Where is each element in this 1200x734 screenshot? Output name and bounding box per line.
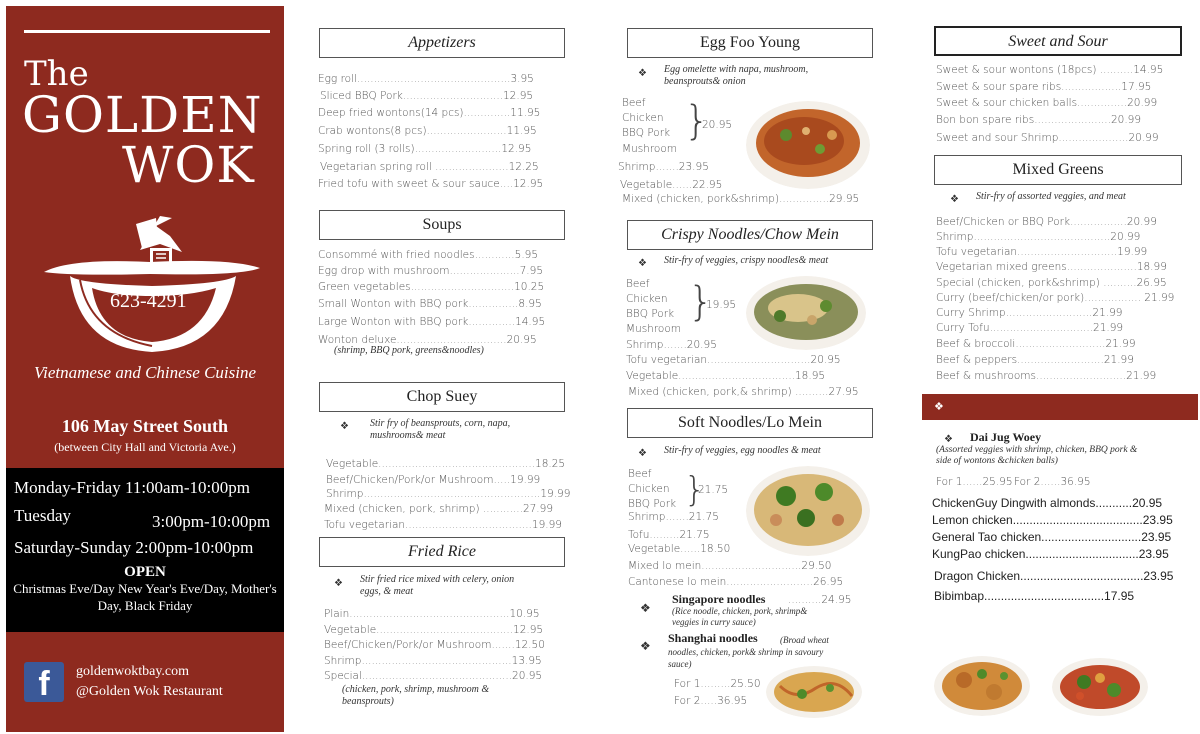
- special-dish-photo: [1052, 658, 1148, 716]
- special-dish-photo: [934, 656, 1030, 716]
- menu-item: Mushroom: [622, 143, 678, 155]
- menu-item: Mixed lo mein..............................29.50: [628, 560, 832, 572]
- menu-item: Tofu.........21.75: [628, 529, 710, 541]
- soft-noodles-header: Soft Noodles/Lo Mein: [627, 408, 873, 438]
- menu-item: Sliced BBQ Pork..............................12.95: [320, 90, 534, 102]
- menu-item: Shrimp.......21.75: [628, 511, 719, 523]
- menu-item: Beef & peppers..........................21.99: [936, 354, 1134, 366]
- menu-item: Vegetable...................................18.95: [626, 370, 826, 382]
- brand-golden: GOLDEN: [22, 86, 263, 144]
- menu-item: Beef/Chicken or BBQ Pork.................20.99: [936, 216, 1157, 228]
- menu-item: Beef: [626, 278, 650, 290]
- menu-item: Vegetable......18.50: [628, 543, 731, 555]
- menu-item: General Tao chicken..............................23.95: [932, 530, 1172, 544]
- hours-box: [6, 468, 284, 632]
- menu-item: BBQ Pork: [628, 498, 677, 510]
- bullet-icon: ❖: [638, 258, 647, 269]
- section-note: Stir-fry of veggies, egg noodles & meat: [664, 445, 821, 456]
- address: 106 May Street South: [61, 416, 229, 436]
- menu-item: Curry (beef/chicken/or pork)................. 21.99: [936, 292, 1175, 304]
- menu-item: Tofu vegetarian..............................19.99: [936, 246, 1148, 258]
- hours-tuesday-label: Tuesday: [14, 506, 71, 525]
- dai-jug-woey-title: Dai Jug Woey: [970, 430, 1042, 444]
- menu-item: Vegetable...............................................18.25: [326, 458, 566, 470]
- menu-item: Fried tofu with sweet & sour sauce....12.95: [318, 178, 544, 190]
- brand-wok: WOK: [122, 136, 255, 194]
- menu-item: KungPao chicken..................................23.95: [932, 547, 1169, 561]
- brace-icon: }: [684, 98, 710, 144]
- bullet-icon: ❖: [944, 434, 953, 445]
- menu-item: Chicken: [626, 293, 668, 305]
- item-note: (Assorted veggies with shrimp, chicken, BBQ pork & side of wontons &chicken balls): [936, 445, 1138, 466]
- group-price: 21.75: [698, 484, 729, 496]
- hours-weekday: Monday-Friday 11:00am-10:00pm: [14, 478, 250, 497]
- holidays: Christmas Eve/Day New Year's Eve/Day, Mother's Day, Black Friday: [13, 581, 277, 613]
- sweet-sour-header: Sweet and Sour: [934, 26, 1182, 56]
- section-note: Stir-fry of assorted veggies, and meat: [976, 191, 1126, 202]
- crispy-noodles-header: Crispy Noodles/Chow Mein: [627, 220, 873, 250]
- menu-item: BBQ Pork: [622, 127, 671, 139]
- egg-foo-young-photo: [746, 101, 870, 189]
- singapore-noodles-title: Singapore noodles: [672, 592, 766, 606]
- menu-item: For 1......25.95: [936, 476, 1013, 488]
- bullet-icon: ❖: [640, 639, 651, 653]
- appetizers-header: Appetizers: [319, 28, 565, 58]
- singapore-noodles-price: ..........24.95: [788, 594, 852, 606]
- menu-item: Small Wonton with BBQ pork...............8.95: [318, 298, 542, 310]
- menu-item: Large Wonton with BBQ pork..............14.95: [318, 316, 546, 328]
- bullet-icon: ❖: [638, 68, 647, 79]
- menu-item: Shrimp.....................................................19.99: [326, 488, 571, 500]
- menu-item: Mixed (chicken, pork&shrimp)...............29.95: [622, 193, 860, 205]
- facebook-link[interactable]: @Golden Wok Restaurant: [76, 684, 223, 699]
- fried-rice-header: Fried Rice: [319, 537, 565, 567]
- address-note: (between City Hall and Victoria Ave.): [54, 440, 236, 454]
- menu-item: Vegetarian spring roll ......................12.25: [320, 161, 539, 173]
- menu-item: Vegetarian mixed greens.....................18.99: [936, 261, 1167, 273]
- website-link[interactable]: goldenwoktbay.com: [76, 664, 190, 679]
- mixed-greens-header: Mixed Greens: [934, 155, 1182, 185]
- menu-item: Chicken: [622, 112, 664, 124]
- brand-the: The: [24, 54, 89, 94]
- phone-number: 623-4291: [110, 290, 187, 312]
- specials-bar: [922, 394, 1198, 420]
- menu-item: Consommé with fried noodles............5.95: [318, 249, 539, 261]
- bullet-icon: ❖: [950, 194, 959, 205]
- menu-item: Bon bon spare ribs.......................20.99: [936, 114, 1142, 126]
- menu-item: Shrimp.............................................13.95: [324, 655, 542, 667]
- menu-item: Mixed (chicken, pork, shrimp) ............27.99: [324, 503, 554, 515]
- item-note: (Broad wheat noodles, chicken, pork& shrimp in savoury sauce): [668, 635, 829, 669]
- section-note: Stir-fry of veggies, crispy noodles& meat: [664, 255, 829, 266]
- menu-item: Plain................................................10.95: [324, 608, 540, 620]
- menu-column-1: [298, 6, 598, 732]
- wok-logo-icon: [40, 210, 264, 360]
- menu-item: Spring roll (3 rolls)..........................12.95: [318, 143, 532, 155]
- menu-item: Sweet & sour spare ribs..................17.95: [936, 81, 1152, 93]
- menu-item: For 2......36.95: [1014, 476, 1091, 488]
- menu-item: Shrimp.......20.95: [626, 339, 717, 351]
- menu-item: Beef/Chicken/Pork/or Mushroom.....19.99: [326, 474, 541, 486]
- menu-item: ChickenGuy Dingwith almonds...........20.95: [932, 496, 1163, 510]
- menu-item: Beef/Chicken/Pork/or Mushroom.......12.50: [324, 639, 545, 651]
- lo-mein-photo: [746, 466, 870, 556]
- menu-item: Tofu vegetarian...............................20.95: [626, 354, 841, 366]
- item-note: (shrimp, BBQ pork, greens&noodles): [334, 345, 484, 356]
- menu-item: Dragon Chicken.....................................23.95: [934, 569, 1174, 583]
- menu-item: Wonton deluxe.................................20.95: [318, 334, 537, 346]
- egg-foo-young-header: Egg Foo Young: [627, 28, 873, 58]
- item-note: (Rice noodle, chicken, pork, shrimp& veggies in curry sauce): [672, 606, 808, 627]
- bullet-icon: ❖: [340, 421, 349, 432]
- facebook-icon[interactable]: f: [24, 662, 64, 702]
- menu-item: Tofu vegetarian......................................19.99: [324, 519, 562, 531]
- soups-header: Soups: [319, 210, 565, 240]
- menu-item: Bibimbap....................................17.95: [934, 589, 1135, 603]
- bullet-icon: ❖: [934, 400, 944, 413]
- brand-panel: [6, 6, 284, 732]
- menu-item: Beef & mushrooms...........................21.99: [936, 370, 1157, 382]
- menu-item: Egg roll..............................................3.95: [318, 73, 534, 85]
- menu-item: For 2.....36.95: [674, 695, 748, 707]
- menu-column-3: [912, 6, 1200, 732]
- menu-item: Beef: [622, 97, 646, 109]
- shanghai-noodles-title: Shanghai noodles: [668, 631, 758, 645]
- hours-weekend: Saturday-Sunday 2:00pm-10:00pm: [14, 538, 254, 557]
- chop-suey-header: Chop Suey: [319, 382, 565, 412]
- menu-column-2: [606, 6, 906, 732]
- cuisine-tagline: Vietnamese and Chinese Cuisine: [33, 363, 257, 382]
- section-note: Stir fry of beansprouts, corn, napa, mushrooms& meat: [370, 418, 511, 441]
- menu-item: Curry Shrimp..........................21.99: [936, 307, 1123, 319]
- menu-item: Vegetable......22.95: [620, 179, 723, 191]
- menu-item: Green vegetables...............................10.25: [318, 281, 545, 293]
- item-note: (chicken, pork, shrimp, mushroom & beansprouts): [342, 684, 490, 707]
- menu-item: Beef: [628, 468, 652, 480]
- menu-item: Mushroom: [626, 323, 682, 335]
- menu-item: Sweet & sour wontons (18pcs) ..........14.95: [936, 64, 1164, 76]
- menu-item: BBQ Pork: [626, 308, 675, 320]
- chow-mein-photo: [746, 276, 866, 350]
- hours-tuesday-time: 3:00pm-10:00pm: [152, 512, 271, 531]
- section-note: Egg omelette with napa, mushroom, beansprouts& onion: [664, 64, 809, 87]
- menu-item: Vegetable.........................................12.95: [324, 624, 544, 636]
- menu-item: Sweet & sour chicken balls...............20.99: [936, 97, 1158, 109]
- menu-item: Special (chicken, pork&shrimp) ..........26.95: [936, 277, 1167, 289]
- shanghai-noodles-photo: [766, 666, 862, 718]
- menu-item: Lemon chicken.......................................23.95: [932, 513, 1173, 527]
- menu-item: Shrimp.........................................20.99: [936, 231, 1141, 243]
- group-price: 19.95: [706, 299, 737, 311]
- divider: [24, 30, 270, 33]
- brace-icon: }: [688, 279, 714, 325]
- bullet-icon: ❖: [334, 578, 343, 589]
- menu-item: Special.............................................20.95: [324, 670, 543, 682]
- menu-item: Cantonese lo mein..........................26.95: [628, 576, 844, 588]
- menu-item: Sweet and sour Shrimp.....................20.99: [936, 132, 1159, 144]
- menu-item: Mixed (chicken, pork,& shrimp) ..........27.95: [628, 386, 859, 398]
- menu-item: Deep fried wontons(14 pcs)..............11.95: [318, 107, 541, 119]
- bullet-icon: ❖: [640, 601, 651, 615]
- menu-item: Curry Tofu...............................21.99: [936, 322, 1124, 334]
- menu-item: For 1.........25.50: [674, 678, 761, 690]
- menu-item: Beef & broccoli...........................21.99: [936, 338, 1136, 350]
- open-label: OPEN: [124, 564, 166, 580]
- bullet-icon: ❖: [638, 448, 647, 459]
- menu-item: Egg drop with mushroom.....................7.95: [318, 265, 544, 277]
- group-price: 20.95: [702, 119, 733, 131]
- menu-item: Shrimp.......23.95: [618, 161, 709, 173]
- section-note: Stir fried rice mixed with celery, onion eggs, & meat: [360, 574, 515, 597]
- brace-icon: }: [684, 470, 706, 510]
- menu-item: Crab wontons(8 pcs)........................11.95: [318, 125, 537, 137]
- menu-item: Chicken: [628, 483, 670, 495]
